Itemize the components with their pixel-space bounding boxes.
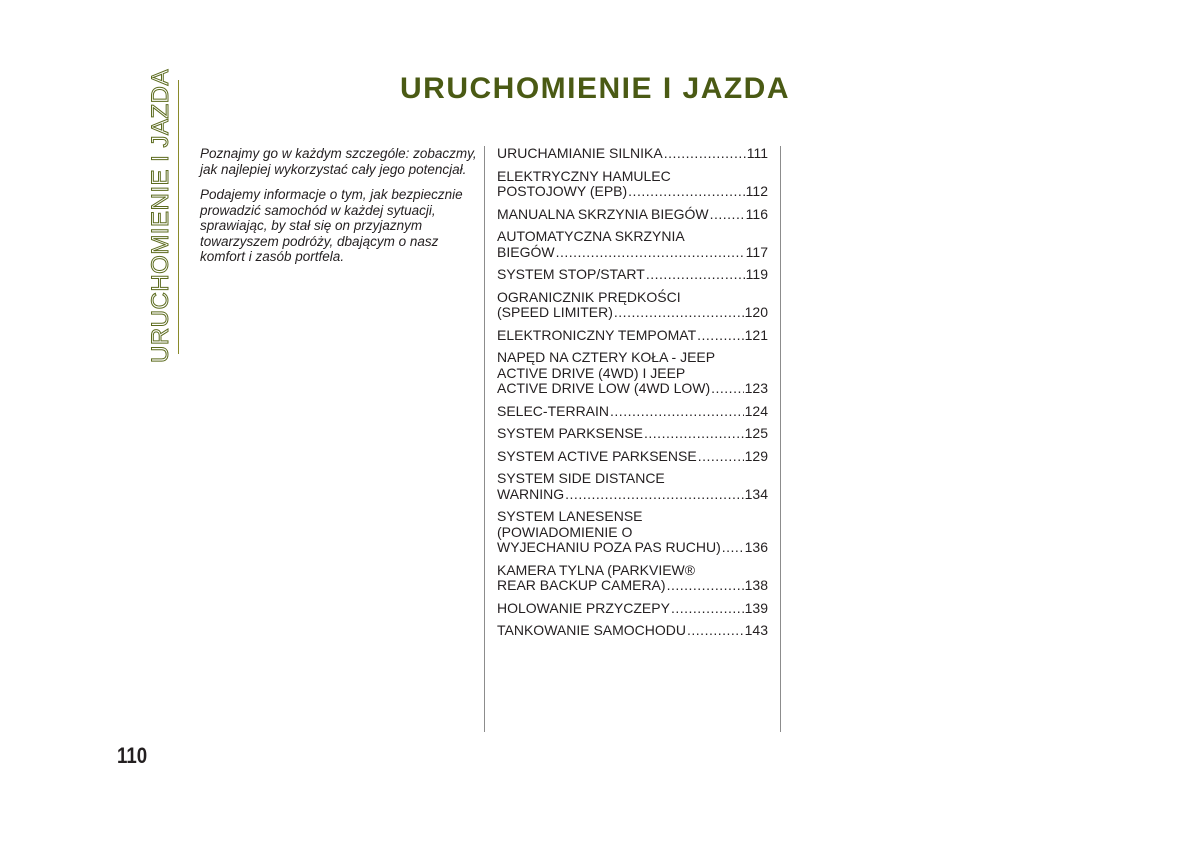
toc-entry[interactable] bbox=[497, 509, 768, 556]
toc-entry-title: POSTOJOWY (EPB) bbox=[497, 183, 628, 199]
toc-entry-leader-line bbox=[497, 578, 768, 594]
toc-entry[interactable] bbox=[497, 426, 768, 442]
toc-entry[interactable] bbox=[497, 601, 768, 617]
toc-entry[interactable] bbox=[497, 267, 768, 283]
toc-entry[interactable] bbox=[497, 328, 768, 344]
toc-entry-title: SELEC-TERRAIN bbox=[497, 402, 610, 419]
toc-entry-title: SYSTEM PARKSENSE bbox=[497, 425, 644, 441]
toc-entry-leader-line bbox=[497, 381, 768, 397]
toc-entry-title-line: SYSTEM SIDE DISTANCE bbox=[497, 470, 665, 486]
toc-entry-title: WARNING bbox=[497, 485, 565, 502]
toc-page-number: 129 bbox=[744, 447, 768, 464]
toc-entry-title-line: OGRANICZNIK PRĘDKOŚCI bbox=[497, 288, 681, 305]
toc-entry-title: (SPEED LIMITER) bbox=[497, 304, 613, 320]
toc-dot-leader bbox=[671, 601, 744, 617]
toc-entry-leader-line bbox=[497, 404, 768, 420]
side-section-title-text: URUCHOMIENIE I JAZDA bbox=[147, 68, 175, 364]
intro-paragraph-1: Poznajmy go w każdym szczególe: zobaczmy, jak najlepiej wykorzystać cały jego potencjał. bbox=[200, 146, 477, 177]
toc-entry-leader-line bbox=[497, 328, 768, 344]
toc-dot-leader bbox=[687, 623, 744, 639]
toc-entry[interactable] bbox=[497, 350, 768, 397]
toc-entry-title-line: AUTOMATYCZNA SKRZYNIA bbox=[497, 228, 685, 244]
toc-page-number: 117 bbox=[745, 243, 768, 260]
toc-entry-title: URUCHAMIANIE SILNIKA bbox=[497, 145, 663, 161]
toc-entry-title: SYSTEM ACTIVE PARKSENSE bbox=[497, 447, 697, 464]
toc-entry-title: WYJECHANIU POZA PAS RUCHU) bbox=[497, 539, 721, 555]
toc-page-number: 112 bbox=[745, 183, 768, 199]
page-title: URUCHOMIENIE I JAZDA bbox=[400, 72, 791, 105]
toc-entry[interactable] bbox=[497, 229, 768, 260]
toc-dot-leader bbox=[710, 207, 745, 223]
toc-page-number: 134 bbox=[744, 485, 768, 502]
column-divider-left bbox=[484, 146, 485, 732]
toc-entry-title: BIEGÓW bbox=[497, 243, 555, 260]
toc-page-number: 124 bbox=[744, 402, 768, 419]
toc-dot-leader bbox=[556, 245, 745, 261]
toc-entry[interactable] bbox=[497, 471, 768, 502]
toc-page-number: 125 bbox=[744, 425, 768, 441]
side-title-rule bbox=[178, 80, 179, 354]
toc-entry-title: HOLOWANIE PRZYCZEPY bbox=[497, 599, 670, 616]
toc-entry-title: ACTIVE DRIVE LOW (4WD LOW) bbox=[497, 380, 711, 396]
toc-page-number: 139 bbox=[744, 599, 768, 616]
toc-page-number: 120 bbox=[744, 304, 768, 320]
toc-page-number: 111 bbox=[746, 145, 768, 161]
toc-entry-title: REAR BACKUP CAMERA) bbox=[497, 577, 666, 593]
page-number: 110 bbox=[117, 743, 148, 768]
toc-entry-leader-line bbox=[497, 146, 768, 162]
toc-entry[interactable] bbox=[497, 207, 768, 223]
toc-entry-title: ELEKTRONICZNY TEMPOMAT bbox=[497, 326, 697, 343]
toc-entry[interactable] bbox=[497, 290, 768, 321]
toc-page-number: 138 bbox=[744, 577, 768, 593]
toc-entry-title: TANKOWANIE SAMOCHODU bbox=[497, 622, 687, 638]
toc-entry[interactable] bbox=[497, 563, 768, 594]
toc-entry-title-line: ACTIVE DRIVE (4WD) I JEEP bbox=[497, 364, 686, 381]
toc-page-number: 123 bbox=[744, 380, 768, 396]
toc-entry-title-line: (POWIADOMIENIE O bbox=[497, 523, 633, 540]
toc-page-number: 136 bbox=[744, 539, 768, 555]
toc-entry-title-line: ELEKTRYCZNY HAMULEC bbox=[497, 167, 671, 184]
toc-entry-leader-line bbox=[497, 449, 768, 465]
toc-entry[interactable] bbox=[497, 169, 768, 200]
toc-entry[interactable] bbox=[497, 449, 768, 465]
toc-entry-leader-line bbox=[497, 245, 768, 261]
toc-dot-leader bbox=[614, 305, 744, 321]
table-of-contents bbox=[497, 146, 768, 646]
toc-dot-leader bbox=[628, 184, 745, 200]
toc-dot-leader bbox=[646, 267, 745, 283]
toc-page-number: 121 bbox=[744, 326, 768, 343]
toc-entry[interactable] bbox=[497, 146, 768, 162]
intro-paragraph-2: Podajemy informacje o tym, jak bezpiecznie prowadzić samochód w każdej sytuacji, sprawiając, by stał się on przyjaznym towarzyszem podróży, dbającym o nasz komfort i zasób portfela. bbox=[200, 187, 463, 264]
toc-dot-leader bbox=[698, 449, 744, 465]
column-divider-right bbox=[780, 146, 781, 732]
toc-entry-title-line: NAPĘD NA CZTERY KOŁA - JEEP bbox=[497, 349, 716, 365]
toc-dot-leader bbox=[667, 578, 744, 594]
toc-entry-leader-line bbox=[497, 426, 768, 442]
toc-dot-leader bbox=[644, 426, 744, 442]
toc-page-number: 143 bbox=[744, 622, 768, 638]
toc-dot-leader bbox=[711, 381, 744, 397]
toc-dot-leader bbox=[565, 487, 743, 503]
toc-dot-leader bbox=[722, 540, 744, 556]
toc-entry-leader-line bbox=[497, 267, 768, 283]
toc-entry-title: MANUALNA SKRZYNIA BIEGÓW bbox=[497, 205, 709, 222]
toc-entry-title-line: SYSTEM LANESENSE bbox=[497, 508, 643, 524]
toc-entry-leader-line bbox=[497, 207, 768, 223]
toc-entry-leader-line bbox=[497, 487, 768, 503]
toc-entry-leader-line bbox=[497, 623, 768, 639]
toc-entry-leader-line bbox=[497, 540, 768, 556]
toc-dot-leader bbox=[664, 146, 746, 162]
toc-entry[interactable] bbox=[497, 404, 768, 420]
intro-text bbox=[200, 146, 478, 275]
toc-entry-title: SYSTEM STOP/START bbox=[497, 266, 645, 282]
toc-page-number: 116 bbox=[745, 205, 768, 222]
toc-page-number: 119 bbox=[745, 266, 768, 282]
side-section-title bbox=[145, 68, 177, 364]
toc-dot-leader bbox=[610, 404, 744, 420]
toc-entry-leader-line bbox=[497, 305, 768, 321]
toc-entry-leader-line bbox=[497, 184, 768, 200]
toc-entry-title-line: KAMERA TYLNA (PARKVIEW® bbox=[497, 561, 696, 578]
toc-entry[interactable] bbox=[497, 623, 768, 639]
toc-dot-leader bbox=[697, 328, 744, 344]
toc-entry-leader-line bbox=[497, 601, 768, 617]
